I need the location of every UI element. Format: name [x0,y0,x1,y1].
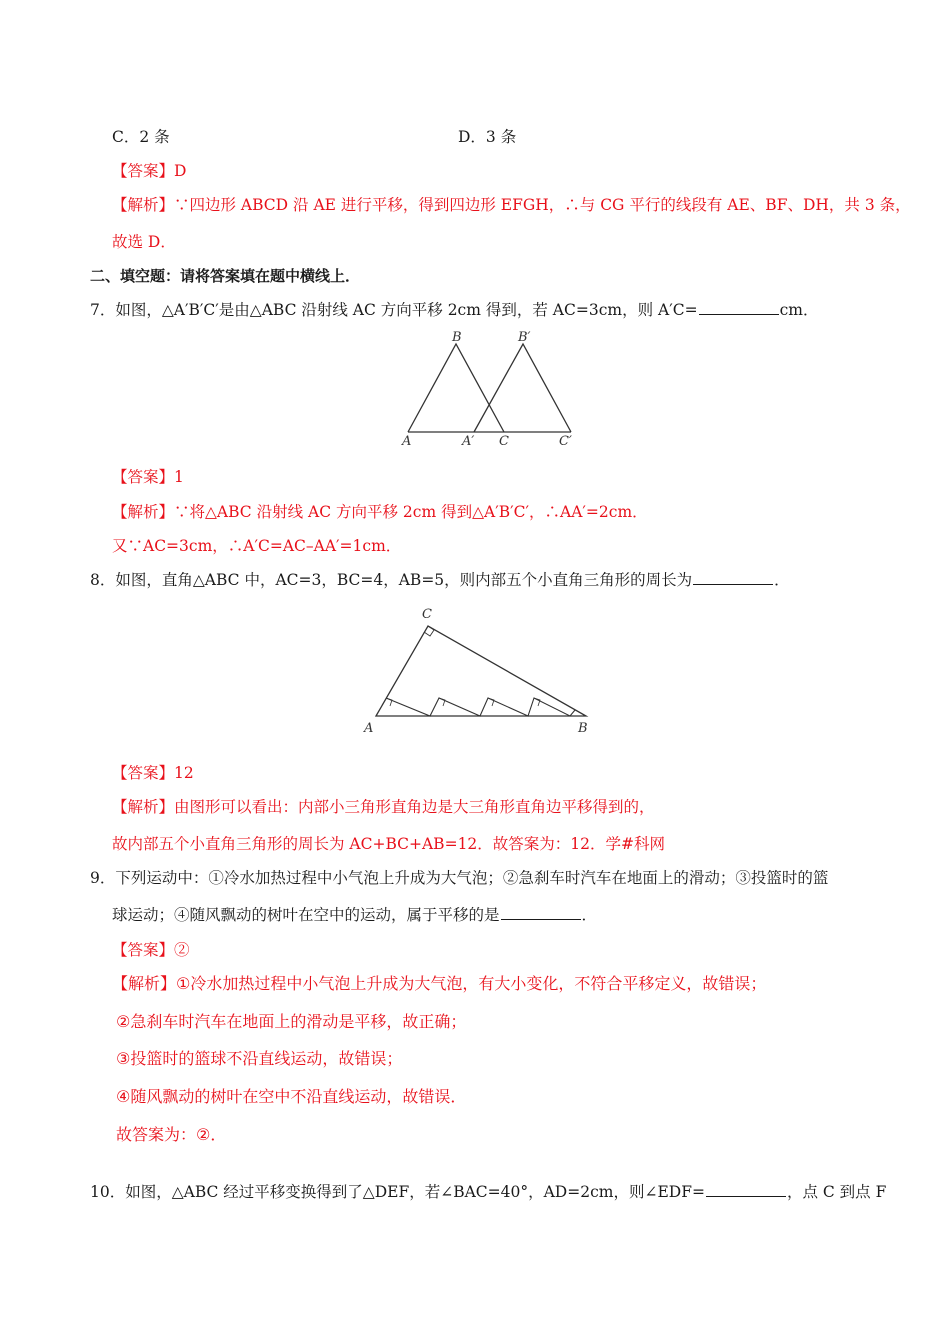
q7-analysis-2: 又∵AC=3cm，∴A′C=AC–AA′=1cm． [112,537,402,555]
q7-figure [396,326,586,450]
q9-stem-2-end: ． [581,906,598,924]
q9-analysis-2: ②急刹车时汽车在地面上的滑动是平移，故正确； [116,1012,467,1031]
q8-analysis-1: 【解析】由图形可以看出：内部小三角形直角边是大三角形直角边平移得到的， [112,798,655,816]
q8-label-c: C [422,607,432,622]
q7-label-a-prime: A′ [462,434,475,449]
q9-blank [501,905,581,920]
q9-stem-2-text: 球运动；④随风飘动的树叶在空中的运动，属于平移的是 [112,906,500,924]
q6-analysis-2: 故选 D． [112,233,176,251]
q7-label-a: A [402,434,412,449]
q8-stem-text: 8．如图，直角△ABC 中，AC=3，BC=4，AB=5，则内部五个小直角三角形的周长为 [90,571,693,589]
q9-analysis-3: ③投篮时的篮球不沿直线运动，故错误； [116,1049,403,1068]
q7-blank [699,300,779,315]
q7-label-b: B [452,330,462,345]
q7-label-c-prime: C′ [559,434,572,449]
q8-blank [693,570,773,585]
q10-blank [706,1182,786,1197]
q8-answer: 【答案】12 [112,764,194,782]
q9-stem-2 [112,904,597,926]
option-c: C．2 条 [112,128,170,146]
q10-stem-text: 10．如图，△ABC 经过平移变换得到了△DEF，若∠BAC=40°，AD=2cm，则∠EDF= [90,1183,705,1201]
q7-stem [90,299,818,321]
q10-stem-end: ，点 C 到点 F [786,1183,887,1201]
q7-stem-text: 7．如图，△A′B′C′是由△ABC 沿射线 AC 方向平移 2cm 得到，若 AC=3cm，则 A′C= [90,301,698,319]
section-title: 二、填空题：请将答案填在题中横线上． [90,267,361,285]
q9-analysis-1: 【解析】①冷水加热过程中小气泡上升成为大气泡，有大小变化，不符合平移定义，故错误； [112,974,767,993]
q6-analysis-1: 【解析】∵四边形 ABCD 沿 AE 进行平移，得到四边形 EFGH，∴与 CG 平行的线段有 AE、BF、DH，共 3 条， [112,196,911,214]
q9-analysis-5: 故答案为：②． [116,1125,227,1144]
q8-stem [90,569,790,591]
q10-stem [90,1181,886,1203]
q9-stem-1: 9．下列运动中：①冷水加热过程中小气泡上升成为大气泡；②急刹车时汽车在地面上的滑动；③投篮时的篮 [90,869,829,887]
q8-analysis-2: 故内部五个小直角三角形的周长为 AC+BC+AB=12．故答案为：12．学#科网 [112,835,665,853]
q8-figure [356,600,596,740]
q7-label-c: C [499,434,509,449]
q9-analysis-4: ④随风飘动的树叶在空中不沿直线运动，故错误． [116,1087,467,1106]
q8-label-b: B [578,721,588,736]
q6-answer: 【答案】D [112,162,187,180]
q7-analysis-1: 【解析】∵将△ABC 沿射线 AC 方向平移 2cm 得到△A′B′C′，∴AA′=2cm． [112,503,648,521]
q7-label-b-prime: B′ [518,330,531,345]
q8-label-a: A [364,721,374,736]
q7-answer: 【答案】1 [112,468,184,486]
q8-stem-end: ． [774,571,790,589]
option-d: D．3 条 [458,128,517,146]
q9-answer: 【答案】② [112,941,190,959]
q7-stem-unit: cm． [779,301,819,319]
